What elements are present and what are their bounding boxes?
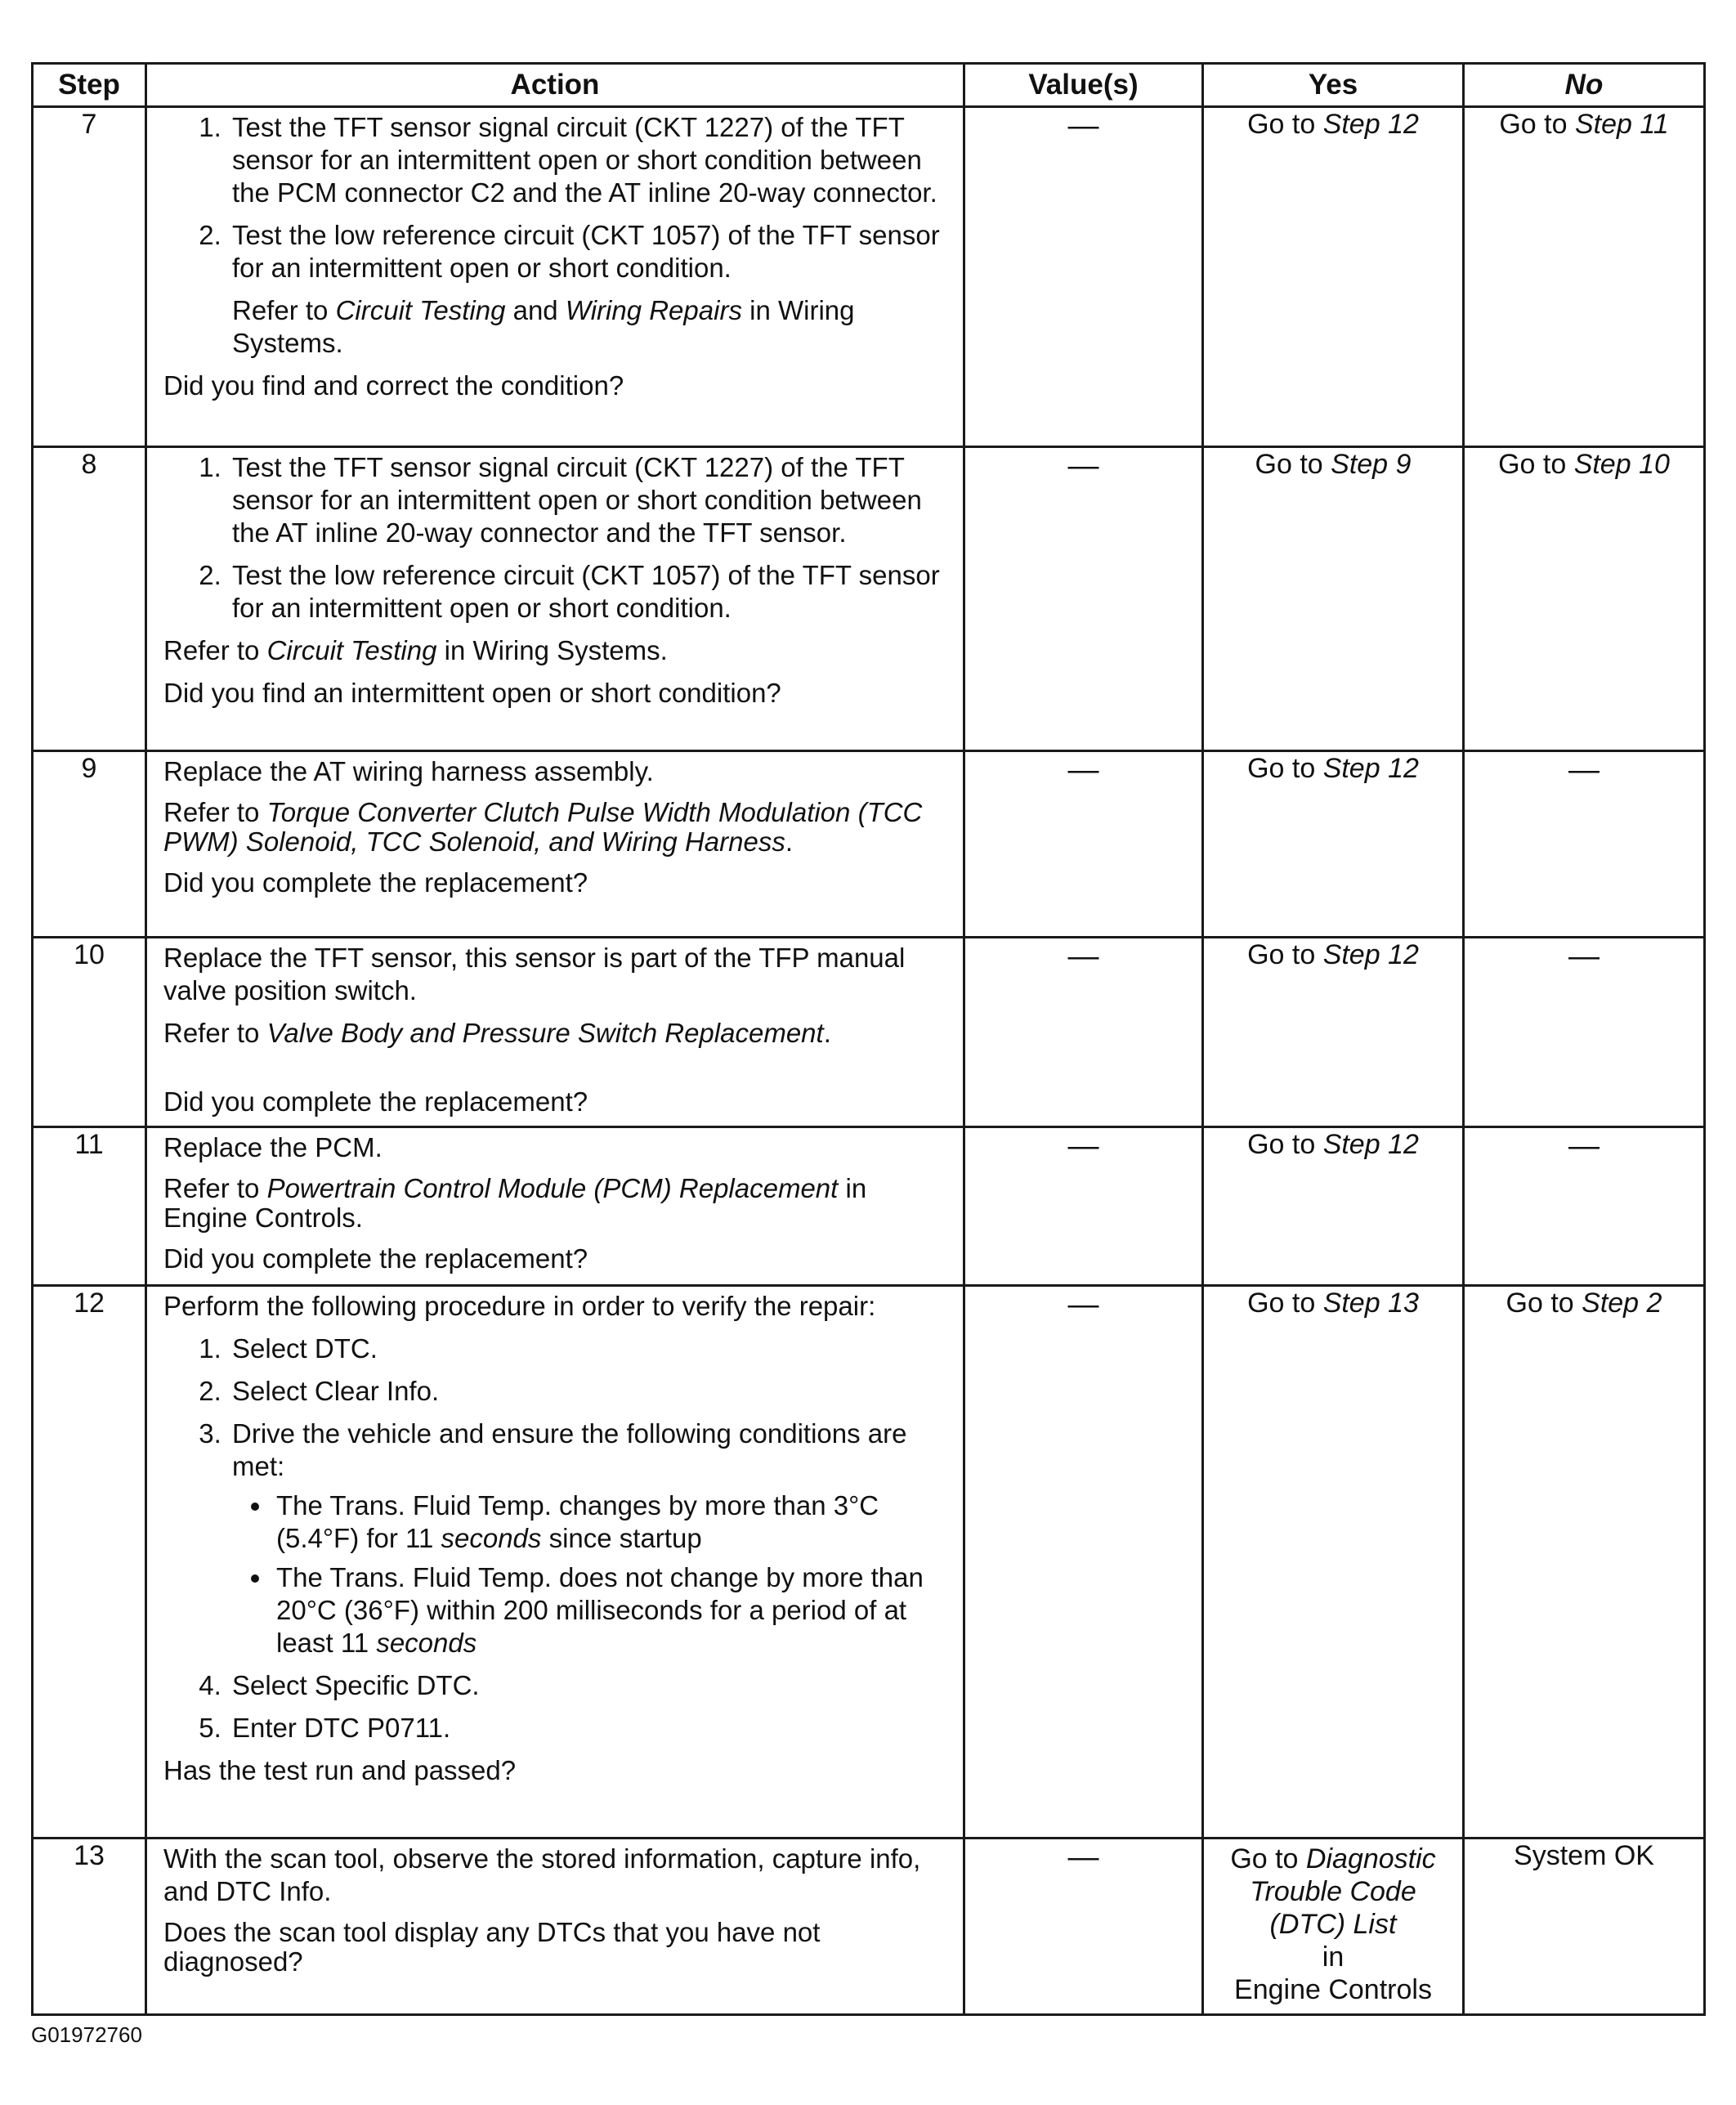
step-number: 9: [33, 751, 146, 938]
header-no: No: [1464, 64, 1705, 107]
list-item: 5. Enter DTC P0711.: [229, 1712, 951, 1744]
action-cell: [146, 447, 964, 751]
reference-link[interactable]: Circuit Testing: [266, 635, 437, 665]
header-row: [33, 64, 1705, 107]
value-cell: —: [964, 447, 1203, 751]
question: Did you complete the replacement?: [163, 1243, 588, 1274]
question: Did you find an intermittent open or short condition?: [163, 678, 781, 708]
reference-link[interactable]: Torque Converter Clutch Pulse Width Modulation (TCC PWM) Solenoid, TCC Solenoid, and Wiring Harness: [163, 797, 923, 857]
value-cell: —: [964, 1286, 1203, 1839]
question: Does the scan tool display any DTCs that you have not diagnosed?: [163, 1917, 821, 1977]
action-cell: [146, 107, 964, 447]
table-row-step-7: [33, 107, 1705, 447]
value-cell: —: [964, 1839, 1203, 2015]
step-number: 8: [33, 447, 146, 751]
step-number: 7: [33, 107, 146, 447]
list-item: 3. Drive the vehicle and ensure the following conditions are met: • The Trans. Fluid Temp. changes by more than 3°C (5.4°F) for 11 seconds since startup • The Trans. Fluid Temp. does not change by more than 20°C (36°F) within 200 milliseconds for a period of at least 11 seconds: [229, 1418, 951, 1659]
value-cell: —: [964, 1127, 1203, 1286]
no-cell: System OK: [1464, 1839, 1705, 2015]
step-link[interactable]: Step 13: [1322, 1288, 1419, 1319]
step-number: 10: [33, 938, 146, 1127]
step-number: 11: [33, 1127, 146, 1286]
question: Did you complete the replacement?: [163, 1086, 588, 1117]
header-yes: Yes: [1203, 64, 1464, 107]
action-cell: [146, 1839, 964, 2015]
list-item: 2. Test the low reference circuit (CKT 1057) of the TFT sensor for an intermittent open or short condition.: [229, 219, 951, 284]
table-row-step-11: [33, 1127, 1705, 1286]
bullet-item: • The Trans. Fluid Temp. does not change by more than 20°C (36°F) within 200 milliseconds for a period of at least 11 seconds: [273, 1561, 951, 1659]
step-link[interactable]: Step 9: [1331, 449, 1412, 480]
bullet-item: • The Trans. Fluid Temp. changes by more than 3°C (5.4°F) for 11 seconds since startup: [273, 1489, 951, 1555]
action-cell: [146, 938, 964, 1127]
step-link[interactable]: Step 12: [1322, 753, 1419, 784]
value-cell: —: [964, 751, 1203, 938]
value-cell: —: [964, 107, 1203, 447]
action-text: Replace the AT wiring harness assembly.: [163, 756, 654, 786]
table-row-step-8: [33, 447, 1705, 751]
step-link[interactable]: Step 12: [1322, 939, 1419, 970]
step-link[interactable]: Step 10: [1573, 449, 1670, 480]
step-link[interactable]: Step 2: [1582, 1288, 1662, 1319]
action-cell: [146, 1286, 964, 1839]
diagnostic-table-sheet: [31, 62, 1706, 2016]
header-values: Value(s): [964, 64, 1203, 107]
refer-note: Refer to Circuit Testing in Wiring Systems.: [163, 635, 668, 665]
question: Did you find and correct the condition?: [163, 370, 624, 401]
no-cell: —: [1464, 751, 1705, 938]
yes-cell: Go to Diagnostic Trouble Code (DTC) List in Engine Controls: [1203, 1839, 1464, 2015]
action-text: Replace the TFT sensor, this sensor is part of the TFP manual valve position switch.: [163, 943, 906, 1005]
no-cell: —: [1464, 1127, 1705, 1286]
table-row-step-10: [33, 938, 1705, 1127]
action-cell: [146, 751, 964, 938]
list-item: 1. Test the TFT sensor signal circuit (CKT 1227) of the TFT sensor for an intermittent open or short condition between the PCM connector C2 and the AT inline 20-way connector.: [229, 111, 951, 209]
refer-note: Refer to Valve Body and Pressure Switch Replacement.: [163, 1018, 831, 1048]
table-row-step-13: [33, 1839, 1705, 2015]
no-cell: —: [1464, 938, 1705, 1127]
header-step: Step: [33, 64, 146, 107]
diagnostic-step-table: [31, 62, 1706, 2016]
no-cell: Go to Step 10: [1464, 447, 1705, 751]
no-cell: Go to Step 2: [1464, 1286, 1705, 1839]
table-row-step-9: [33, 751, 1705, 938]
action-cell: [146, 1127, 964, 1286]
list-item: 4. Select Specific DTC.: [229, 1669, 951, 1702]
reference-link[interactable]: Circuit Testing: [335, 295, 506, 325]
yes-cell: Go to Step 12: [1203, 107, 1464, 447]
list-item: 2. Select Clear Info.: [229, 1375, 951, 1408]
reference-link[interactable]: Valve Body and Pressure Switch Replacement: [266, 1018, 824, 1048]
header-action: Action: [146, 64, 964, 107]
action-text: Replace the PCM.: [163, 1132, 383, 1162]
step-number: 12: [33, 1286, 146, 1839]
refer-note: Refer to Torque Converter Clutch Pulse Width Modulation (TCC PWM) Solenoid, TCC Solenoid, and Wiring Harness.: [163, 797, 923, 857]
yes-cell: Go to Step 12: [1203, 751, 1464, 938]
yes-cell: Go to Step 9: [1203, 447, 1464, 751]
yes-cell: Go to Step 13: [1203, 1286, 1464, 1839]
action-text: Perform the following procedure in order to verify the repair:: [163, 1291, 876, 1321]
table-row-step-12: [33, 1286, 1705, 1839]
no-cell: Go to Step 11: [1464, 107, 1705, 447]
reference-link[interactable]: Powertrain Control Module (PCM) Replacement: [266, 1173, 839, 1203]
question: Did you complete the replacement?: [163, 867, 588, 898]
list-item: 2. Test the low reference circuit (CKT 1057) of the TFT sensor for an intermittent open or short condition.: [229, 559, 951, 625]
step-link[interactable]: Step 12: [1322, 1129, 1419, 1160]
step-link[interactable]: Step 12: [1322, 109, 1419, 140]
list-item: 1. Select DTC.: [229, 1332, 951, 1365]
refer-note: Refer to Powertrain Control Module (PCM) Replacement in Engine Controls.: [163, 1173, 867, 1233]
step-link[interactable]: Step 11: [1574, 109, 1669, 140]
list-item: 1. Test the TFT sensor signal circuit (CKT 1227) of the TFT sensor for an intermittent open or short condition between the AT inline 20-way connector and the TFT sensor.: [229, 451, 951, 549]
question: Has the test run and passed?: [163, 1755, 517, 1785]
action-text: With the scan tool, observe the stored information, capture info, and DTC Info.: [163, 1843, 921, 1906]
yes-cell: Go to Step 12: [1203, 1127, 1464, 1286]
step-number: 13: [33, 1839, 146, 2015]
refer-note: Refer to Circuit Testing and Wiring Repairs in Wiring Systems.: [232, 295, 855, 358]
yes-cell: Go to Step 12: [1203, 938, 1464, 1127]
reference-link[interactable]: Diagnostic Trouble Code (DTC) List: [1250, 1843, 1436, 1940]
reference-link[interactable]: Wiring Repairs: [565, 295, 742, 325]
value-cell: —: [964, 938, 1203, 1127]
figure-id-caption: G01972760: [31, 2022, 142, 2047]
